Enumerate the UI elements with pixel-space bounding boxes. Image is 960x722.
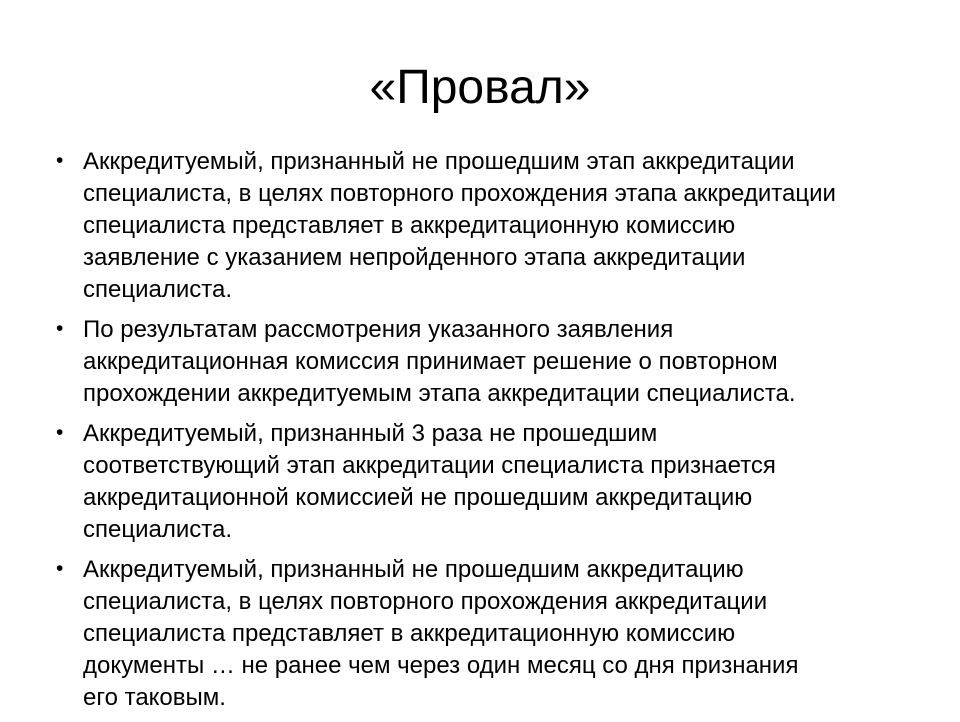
bullet-dot-icon: • bbox=[56, 421, 64, 444]
bullet-text bbox=[83, 148, 836, 303]
bullet-item bbox=[56, 418, 916, 546]
bullet-line: По результатам рассмотрения указанного заявления bbox=[83, 316, 674, 343]
bullet-line: прохождении аккредитуемым этапа аккредитации специалиста. bbox=[83, 380, 796, 407]
bullet-dot-icon: • bbox=[56, 557, 64, 580]
slide-title: «Провал» bbox=[369, 61, 591, 114]
bullet-line: соответствующий этап аккредитации специалиста признается bbox=[83, 452, 776, 479]
bullet-line: аккредитационной комиссией не прошедшим аккредитацию bbox=[83, 484, 753, 511]
bullet-line: его таковым. bbox=[83, 684, 226, 711]
bullet-dot-icon: • bbox=[56, 317, 64, 340]
bullet-dot-icon: • bbox=[56, 149, 64, 172]
bullet-line: документы … не ранее чем через один месяц со дня признания bbox=[83, 652, 799, 679]
bullet-line: Аккредитуемый, признанный не прошедшим аккредитацию bbox=[83, 556, 744, 583]
bullet-item bbox=[56, 554, 916, 714]
bullet-line: специалиста, в целях повторного прохождения аккредитации bbox=[83, 588, 768, 615]
bullet-line: аккредитационная комиссия принимает решение о повторном bbox=[83, 348, 778, 375]
bullet-text bbox=[83, 556, 798, 711]
bullet-text bbox=[83, 316, 796, 407]
bullet-line: специалиста представляет в аккредитационную комиссию bbox=[83, 212, 736, 239]
bullet-line: Аккредитуемый, признанный не прошедшим этап аккредитации bbox=[83, 148, 795, 175]
bullet-text bbox=[83, 420, 776, 543]
bullet-line: специалиста. bbox=[83, 276, 232, 303]
bullet-line: специалиста, в целях повторного прохождения этапа аккредитации bbox=[83, 180, 836, 207]
bullet-line: специалиста представляет в аккредитационную комиссию bbox=[83, 620, 736, 647]
bullet-line: заявление с указанием непройденного этапа аккредитации bbox=[83, 244, 746, 271]
bullet-item bbox=[56, 314, 916, 410]
bullet-list bbox=[56, 146, 916, 722]
bullet-item bbox=[56, 146, 916, 306]
bullet-line: специалиста. bbox=[83, 516, 232, 543]
bullet-line: Аккредитуемый, признанный 3 раза не прошедшим bbox=[83, 420, 658, 447]
